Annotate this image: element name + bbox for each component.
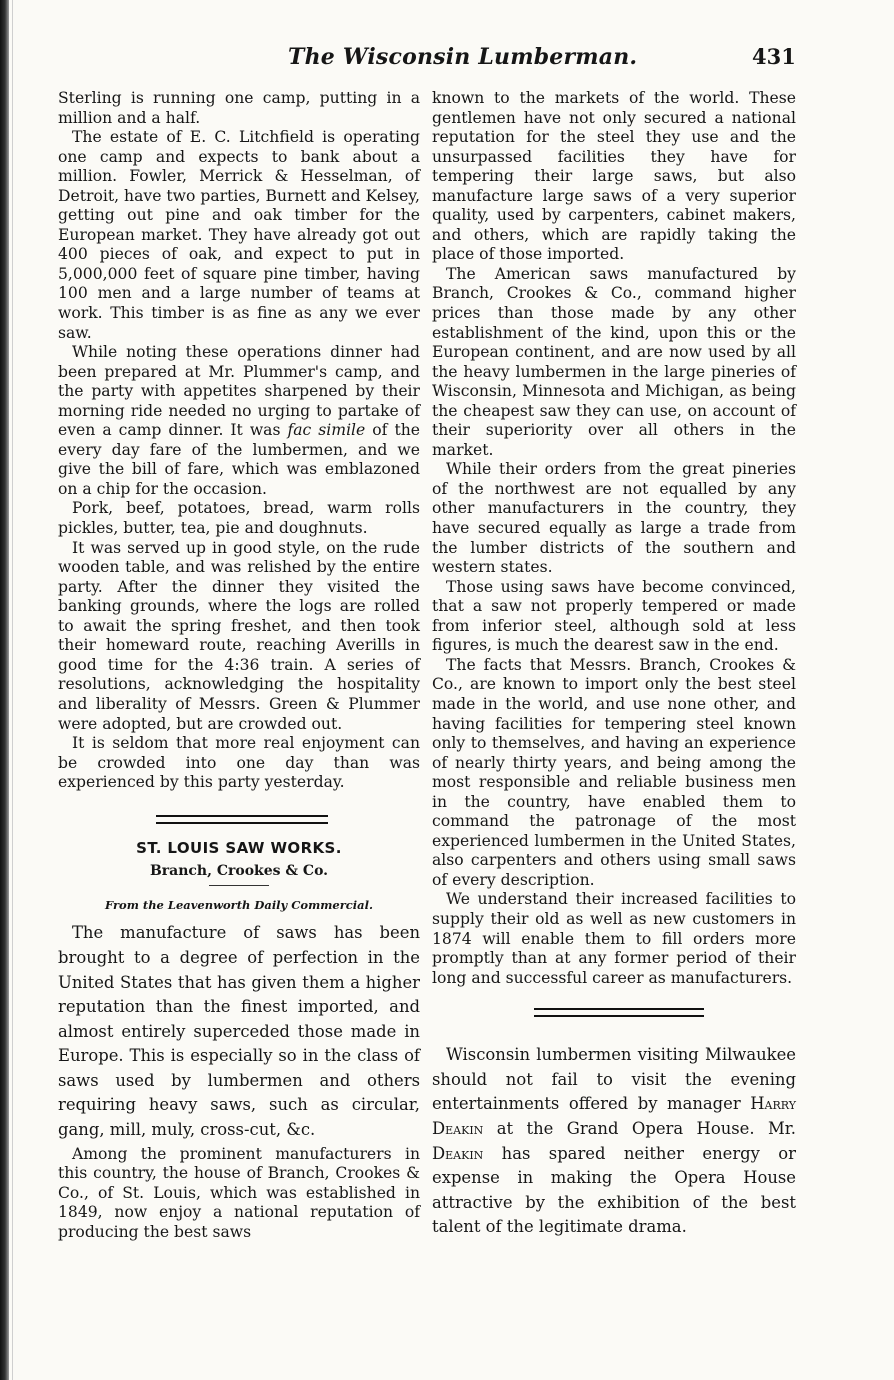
running-header-title: The Wisconsin Lumberman. [288, 44, 638, 70]
double-rule [156, 815, 328, 824]
notice-paragraph [432, 1043, 796, 1240]
paragraph [58, 343, 420, 499]
section-divider [534, 1008, 704, 1017]
notice-text: has spared neither energy or expense in making the Opera House attractive by the exhibition of the best talent of the legitimate drama. [432, 1143, 796, 1237]
paragraph: Sterling is running one camp, putting in a million and a half. [58, 89, 420, 127]
manager-surname: Deakin [432, 1143, 484, 1163]
paragraph: It is seldom that more real enjoyment can be crowded into one day than was experienced by this party yesterday. [58, 734, 420, 792]
article-heading: ST. LOUIS SAW WORKS. [136, 838, 342, 857]
paragraph: The facts that Messrs. Branch, Crookes & Co., are known to import only the best steel made in the world, and use none other, and having facilities for tempering steel known only to themselves, and having an experience of nearly thirty years, and being among the most responsible and reliable business men in the country, have enabled them to command the patronage of the most experienced lumbermen in the United States, also carpenters and others using small saws of every description. [432, 655, 796, 889]
paragraph: Among the prominent manufacturers in this country, the house of Branch, Crookes & Co., of St. Louis, which was established in 1849, now enjoy a national reputation of producing the best saws [58, 1144, 420, 1241]
paragraph: The estate of E. C. Litchfield is operating one camp and expects to bank about a million. Fowler, Merrick & Hesselman, of Detroit, have two parties, Burnett and Kelsey, getting out pine and oak timber for the European market. They have already got out 400 pieces of oak, and expect to put in 5,000,000 feet of square pine timber, having 100 men and a large number of teams at work. This timber is as fine as any we ever saw. [58, 128, 420, 342]
byline-rule [209, 885, 269, 886]
paragraph: Those using saws have become convinced, that a saw not properly tempered or made from inferior steel, although sold at less figures, is much the dearest saw in the end. [432, 577, 796, 655]
double-rule [534, 1008, 704, 1017]
paragraph: The American saws manufactured by Branch, Crookes & Co., command higher prices than those made by any other establishment of the kind, upon this or the European continent, and are now used by all the heavy lumbermen in the large pineries of Wisconsin, Minnesota and Michigan, as being the cheapest saw they can use, on account of their superiority over all others in the market. [432, 264, 796, 459]
paragraph-text: While noting these operations dinner had been prepared at Mr. Plummer's camp, and the party with appetites sharpened by their morning ride needed no urging to partake of even a camp dinner. It was [58, 343, 420, 440]
paragraph-text: of the every day fare of the lumbermen, and we give the bill of fare, which was emblazoned on a chip for the occasion. [58, 421, 420, 498]
page-binding-line [12, 0, 13, 1380]
page-number: 431 [752, 44, 796, 69]
paragraph: The manufacture of saws has been brought to a degree of perfection in the United States that has given them a higher reputation than the finest imported, and almost entirely superceded those made in Europe. This is especially so in the class of saws used by lumbermen and others requiring heavy saws, such as circular, gang, mill, muly, cross-cut, &c. [58, 923, 420, 1140]
page-binding-edge [0, 0, 9, 1380]
paragraph: known to the markets of the world. These gentlemen have not only secured a national reputation for the steel they use and the unsurpassed facilities they have for tempering their large saws, but also manufacture large saws of a very superior quality, used by carpenters, cabinet makers, and others, which are rapidly taking the place of those imported. [432, 89, 796, 264]
paragraph: We understand their increased facilities to supply their old as well as new customers in 1874 will enable them to fill orders more promptly than at any former period of their long and successful career as manufacturers. [432, 890, 796, 987]
notice-text: at the Grand Opera House. Mr. [483, 1118, 796, 1138]
paragraph: Pork, beef, potatoes, bread, warm rolls pickles, butter, tea, pie and doughnuts. [58, 499, 420, 538]
paragraph: While their orders from the great pineries of the northwest are not equalled by any other manufacturers in the country, they have secured equally as large a trade from the lumber districts of the southern and western states. [432, 460, 796, 577]
italic-phrase: fac simile [287, 421, 366, 440]
right-column [432, 89, 796, 1240]
paragraph: It was served up in good style, on the rude wooden table, and was relished by the entire party. After the dinner they visited the banking grounds, where the logs are rolled to await the spring freshet, and then took their homeward route, reaching Averills in good time for the 4:36 train. A series of resolutions, acknowledging the hospitality and liberality of Messrs. Green & Plummer were adopted, but are crowded out. [58, 538, 420, 733]
manager-name: Harry Deakin [432, 1094, 796, 1138]
article-source: From the Leavenworth Daily Commercial. [105, 897, 373, 912]
notice-text: Wisconsin lumbermen visiting Milwaukee should not fail to visit the evening entertainments offered by manager [432, 1045, 796, 1114]
article-byline: Branch, Crookes & Co. [149, 863, 329, 880]
left-column [58, 89, 420, 1242]
section-divider [156, 815, 328, 824]
